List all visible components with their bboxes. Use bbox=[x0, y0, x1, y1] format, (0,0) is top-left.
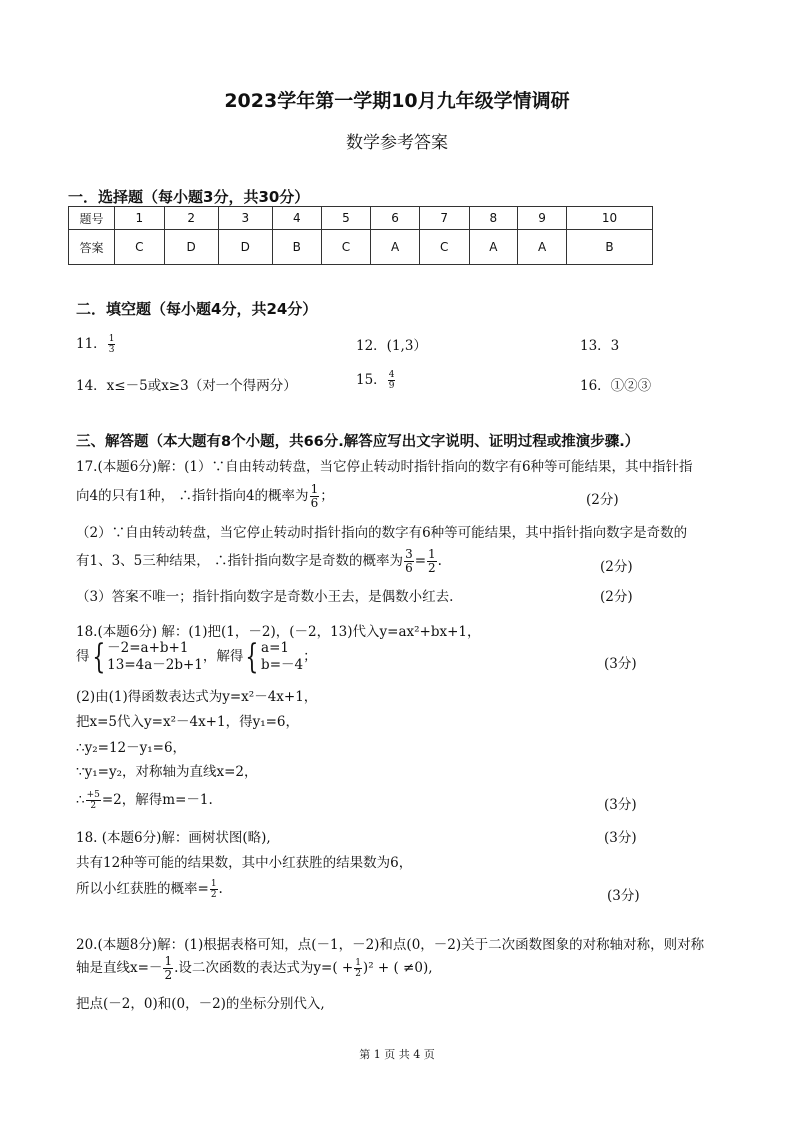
answer-11 bbox=[76, 332, 116, 355]
q20-text: ( + bbox=[332, 960, 354, 976]
q18-line-5: ∴y₂=12－y₁=6， bbox=[76, 740, 187, 756]
table-cell: A bbox=[371, 230, 420, 265]
q20-text: )² + ( ≠0), bbox=[362, 960, 433, 976]
q17-text: = bbox=[414, 553, 427, 569]
score-mark: (3分) bbox=[604, 797, 637, 813]
table-cell: 2 bbox=[164, 207, 218, 230]
page-subtitle: 数学参考答案 bbox=[346, 133, 448, 153]
q17-line-2 bbox=[76, 483, 334, 510]
fraction: $\frac{1}{2}$ bbox=[210, 879, 217, 900]
table-header-cell: 题号 bbox=[69, 207, 115, 230]
answer-15 bbox=[356, 368, 396, 391]
q18-line-6: ∵y₁=y₂，对称轴为直线x=2， bbox=[76, 764, 258, 780]
q20-line-1: 20.(本题8分)解：(1)根据表格可知，点(－1，－2)和点(0，－2)关于二次函数图象的对称轴对称，则对称 bbox=[76, 937, 705, 953]
equation-system: －2=a+b+1 13=4a－2b+1 bbox=[107, 640, 203, 673]
q19-line-3 bbox=[76, 877, 223, 900]
table-cell: 10 bbox=[566, 207, 652, 230]
q17-text: . bbox=[437, 553, 442, 569]
score-mark: (3分) bbox=[607, 888, 640, 904]
fraction: $\frac{1}{6}$ bbox=[310, 482, 319, 510]
table-cell: 3 bbox=[218, 207, 272, 230]
fraction: $\frac{1}{2}$ bbox=[164, 954, 173, 982]
table-cell: B bbox=[272, 230, 321, 265]
answer-13: 13．3 bbox=[580, 338, 620, 354]
q18-line-2 bbox=[76, 637, 317, 677]
table-cell: D bbox=[164, 230, 218, 265]
q18-line-7 bbox=[76, 788, 213, 811]
table-cell: C bbox=[419, 230, 469, 265]
q19-line-2: 共有12种等可能的结果数，其中小红获胜的结果数为6， bbox=[76, 855, 413, 871]
q18-text: ； bbox=[303, 648, 317, 665]
q18-line-1: 18.(本题6分) 解：(1)把(1，－2)，(－2，13)代入y=ax²+bx+1， bbox=[76, 624, 481, 640]
left-brace-icon: { bbox=[91, 637, 105, 677]
score-mark: (2分) bbox=[600, 559, 633, 575]
fraction: $\frac{1}{2}$ bbox=[355, 958, 361, 979]
q17-line-5: （3）答案不唯一；指针指向数字是奇数小王去，是偶数小红去. bbox=[76, 589, 454, 605]
q17-text: ； bbox=[320, 488, 334, 504]
page-title: 2023学年第一学期10月九年级学情调研 bbox=[224, 90, 570, 112]
equation-system: a=1 b=－4 bbox=[261, 640, 304, 673]
answer-14: 14．x≤－5或x≥3（对一个得两分） bbox=[76, 378, 297, 394]
table-cell: C bbox=[115, 230, 165, 265]
score-mark: (2分) bbox=[600, 589, 633, 605]
table-cell: C bbox=[321, 230, 371, 265]
section-heading-choice: 一．选择题（每小题3分，共30分） bbox=[68, 188, 310, 206]
score-mark: (3分) bbox=[604, 656, 637, 672]
q17-line-4 bbox=[76, 548, 442, 575]
table-cell: 6 bbox=[371, 207, 420, 230]
q17-text: 向4的只有1种， ∴指针指向4的概率为 bbox=[76, 488, 309, 504]
table-cell: 9 bbox=[518, 207, 567, 230]
q18-text: ∴ bbox=[76, 792, 85, 808]
table-cell: A bbox=[518, 230, 567, 265]
q17-line-3: （2）∵自由转动转盘，当它停止转动时指针指向的数字有6种等可能结果，其中指针指向数字是奇数的 bbox=[76, 525, 688, 541]
q17-line-1: 17.(本题6分)解：(1）∵自由转动转盘，当它停止转动时指针指向的数字有6种等可能结果，其中指针指 bbox=[76, 459, 693, 475]
q18-text: ，解得 bbox=[202, 648, 244, 665]
table-cell: B bbox=[566, 230, 652, 265]
section-heading-solve: 三、解答题（本大题有8个小题，共66分.解答应写出文字说明、证明过程或推演步骤.） bbox=[76, 434, 640, 450]
q17-text: 有1、3、5三种结果， ∴指针指向数字是奇数的概率为 bbox=[76, 553, 404, 569]
fraction: $\frac{3}{6}$ bbox=[405, 547, 413, 575]
answer-12: 12．(1,3） bbox=[356, 338, 427, 354]
table-row bbox=[69, 207, 653, 230]
q20-line-2 bbox=[76, 955, 433, 982]
table-cell: 4 bbox=[272, 207, 321, 230]
score-mark: (2分) bbox=[586, 492, 619, 508]
table-cell: 7 bbox=[419, 207, 469, 230]
q20-line-3: 把点(－2，0)和(0，－2)的坐标分别代入, bbox=[76, 996, 325, 1012]
answer-label: 11． bbox=[76, 336, 107, 352]
page-footer: 第 1 页 共 4 页 bbox=[359, 1048, 435, 1061]
fraction: $\frac{4}{9}$ bbox=[388, 370, 395, 391]
table-cell: 5 bbox=[321, 207, 371, 230]
fraction: $\frac{1}{3}$ bbox=[108, 334, 115, 355]
table-cell: D bbox=[218, 230, 272, 265]
left-brace-icon: { bbox=[245, 637, 259, 677]
fraction: $\frac{1}{2}$ bbox=[428, 547, 436, 575]
section-heading-fill: 二．填空题（每小题4分，共24分） bbox=[76, 300, 318, 318]
q20-text: .设二次函数的表达式为y= bbox=[174, 960, 333, 976]
table-cell: 8 bbox=[469, 207, 518, 230]
table-cell: 1 bbox=[115, 207, 165, 230]
q18-line-4: 把x=5代入y=x²－4x+1，得y₁=6， bbox=[76, 714, 300, 730]
q19-line-1: 18. (本题6分)解：画树状图(略), bbox=[76, 830, 271, 846]
q18-line-3: (2)由(1)得函数表达式为y=x²－4x+1， bbox=[76, 689, 318, 705]
q18-text: 得 bbox=[76, 648, 90, 665]
table-cell: A bbox=[469, 230, 518, 265]
q19-text: 所以小红获胜的概率= bbox=[76, 881, 209, 897]
fraction: $\frac{+5}{2}$ bbox=[86, 790, 100, 811]
answer-16: 16．①②③ bbox=[580, 378, 652, 394]
q18-text: =2，解得m=－1. bbox=[101, 792, 213, 808]
q19-text: . bbox=[218, 881, 223, 897]
answer-table bbox=[68, 206, 653, 265]
table-header-cell: 答案 bbox=[69, 230, 115, 265]
answer-label: 15． bbox=[356, 372, 387, 388]
table-row bbox=[69, 230, 653, 265]
q20-text: 轴是直线x=－ bbox=[76, 960, 163, 976]
score-mark: (3分) bbox=[604, 830, 637, 846]
